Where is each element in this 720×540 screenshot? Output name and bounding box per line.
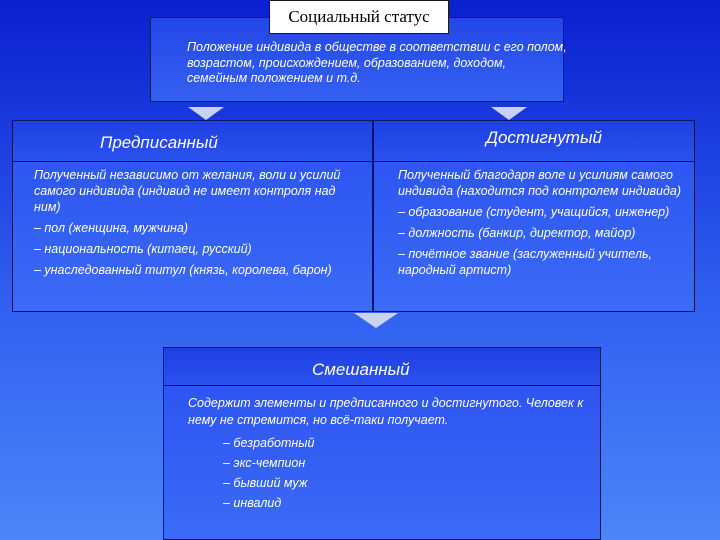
mixed-status-box (163, 347, 601, 540)
prescribed-status-box (12, 120, 373, 312)
achieved-heading: Достигнутый (486, 128, 602, 147)
arrow-down-icon (188, 107, 224, 120)
mixed-heading: Смешанный (312, 360, 410, 379)
prescribed-item: – национальность (китаец, русский) (34, 242, 252, 256)
achieved-item: – должность (банкир, директор, майор) (398, 226, 636, 240)
mixed-description: Содержит элементы и предписанного и достигнутого. Человек к нему не стремится, но всё-таки получает. (188, 396, 584, 427)
mixed-item: – безработный (223, 436, 315, 450)
mixed-item: – инвалид (223, 496, 282, 510)
mixed-item: – экс-чемпион (223, 456, 306, 470)
mixed-item: – бывший муж (223, 476, 308, 490)
prescribed-item: – пол (женщина, мужчина) (34, 221, 189, 235)
arrow-down-icon (354, 313, 398, 328)
mixed-body (188, 395, 588, 515)
arrow-down-icon (491, 107, 527, 120)
mixed-list (188, 435, 588, 512)
prescribed-description: Полученный независимо от желания, воли и усилий самого индивида (индивид не имеет контроля над ним) (34, 168, 341, 214)
achieved-description: Полученный благодаря воле и усилиям самого индивида (находится под контролем индивида) (398, 168, 682, 198)
achieved-item: – почётное звание (заслуженный учитель, народный артист) (398, 247, 653, 277)
prescribed-heading: Предписанный (100, 133, 218, 152)
definition-text: Положение индивида в обществе в соответствии с его полом, возрастом, происхождением, образованием, доходом, семейным положением и т.д. (187, 40, 567, 85)
achieved-status-box (373, 120, 695, 312)
achieved-body (398, 167, 698, 278)
prescribed-item: – унаследованный титул (князь, королева, барон) (34, 263, 332, 277)
title-box: Социальный статус (269, 0, 449, 34)
achieved-item: – образование (студент, учащийся, инженер) (398, 205, 670, 219)
prescribed-body (34, 167, 364, 278)
